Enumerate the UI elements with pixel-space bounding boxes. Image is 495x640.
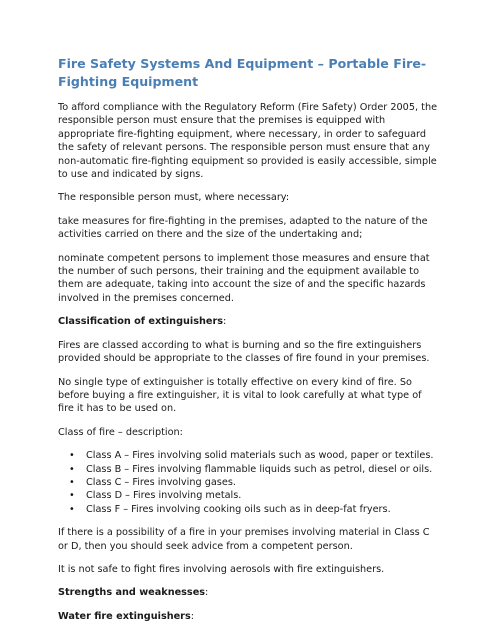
aerosols-paragraph: It is not safe to fight fires involving aerosols with fire extinguishers. xyxy=(58,563,385,575)
document-title: Fire Safety Systems And Equipment – Portable Fire-Fighting Equipment xyxy=(58,56,427,89)
bullet-icon: • xyxy=(69,450,75,462)
responsible-person-paragraph: The responsible person must, where necessary: xyxy=(58,192,290,204)
classification-label: Classification of extinguishers xyxy=(58,316,223,328)
no-single-paragraph: No single type of extinguisher is totally effective on every kind of fire. So before buying a fire extinguisher, it is vital to look carefully at what type of fire it has to be used on. xyxy=(58,376,422,415)
list-item-text: Class A – Fires involving solid materials such as wood, paper or textiles. xyxy=(86,450,434,462)
classification-colon: : xyxy=(223,316,227,328)
list-item xyxy=(69,449,438,462)
list-item-text: Class D – Fires involving metals. xyxy=(86,490,242,502)
list-item xyxy=(69,503,438,516)
classes-paragraph: Fires are classed according to what is burning and so the fire extinguishers provided should be appropriate to the classes of fire found in your premises. xyxy=(58,339,430,365)
intro-paragraph: To afford compliance with the Regulatory Reform (Fire Safety) Order 2005, the responsible person must ensure that the premises is equipped with appropriate fire-fighting equipment, where necessary, in order to safeguard the safety of relevant persons. The responsible person must ensure that any non-automatic fire-fighting equipment so provided is easily accessible, simple to use and indicated by signs. xyxy=(58,102,438,181)
water-colon: : xyxy=(190,610,194,622)
bullet-icon: • xyxy=(69,463,75,475)
list-item-text: Class B – Fires involving flammable liquids such as petrol, diesel or oils. xyxy=(86,463,433,475)
measures-paragraph: take measures for fire-fighting in the premises, adapted to the nature of the activities carried on there and the size of the undertaking and; xyxy=(58,215,428,241)
nominate-paragraph: nominate competent persons to implement those measures and ensure that the number of such persons, their training and the equipment available to them are adequate, taking into account the size of and the specific hazards involved in the premises concerned. xyxy=(58,252,430,304)
strengths-heading xyxy=(58,586,438,599)
bullet-icon: • xyxy=(69,503,75,515)
bullet-icon: • xyxy=(69,476,75,488)
list-item-text: Class F – Fires involving cooking oils such as in deep-fat fryers. xyxy=(86,503,391,515)
list-item xyxy=(69,489,438,502)
class-description-heading: Class of fire – description: xyxy=(58,426,183,438)
water-heading xyxy=(58,610,438,623)
possibility-paragraph: If there is a possibility of a fire in your premises involving material in Class C or D, then you should seek advice from a competent person. xyxy=(58,527,430,552)
list-item-text: Class C – Fires involving gases. xyxy=(86,476,236,488)
list-item xyxy=(69,476,438,489)
fire-classes-list xyxy=(58,449,438,516)
classification-heading xyxy=(58,315,438,328)
list-item xyxy=(69,463,438,476)
strengths-colon: : xyxy=(205,587,209,599)
document-page xyxy=(58,55,438,633)
water-label: Water fire extinguishers xyxy=(58,610,191,622)
strengths-label: Strengths and weaknesses xyxy=(58,587,206,599)
bullet-icon: • xyxy=(69,490,75,502)
